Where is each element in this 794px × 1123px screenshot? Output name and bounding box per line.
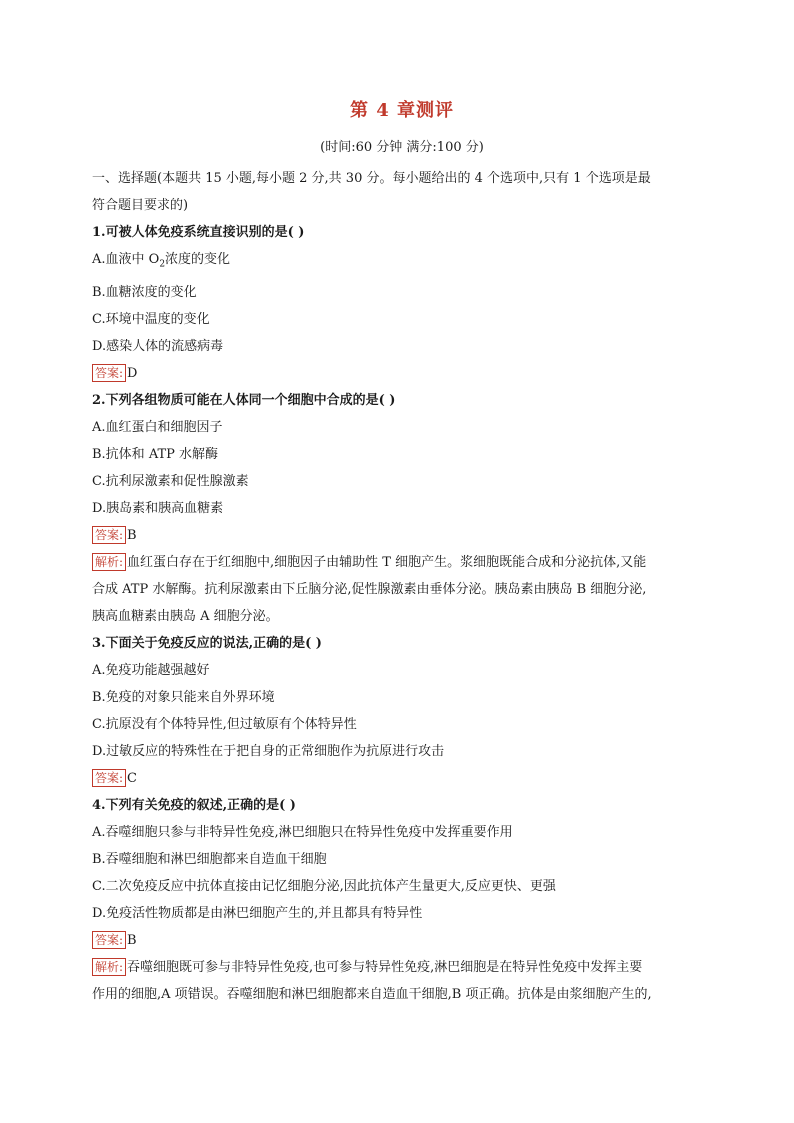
option-a: A.血红蛋白和细胞因子 (92, 419, 223, 435)
analysis-text: 吞噬细胞既可参与非特异性免疫,也可参与特异性免疫,淋巴细胞是在特异性免疫中发挥主要 (127, 959, 643, 975)
analysis (92, 549, 712, 630)
option-c: C.抗原没有个体特异性,但过敏原有个体特异性 (92, 716, 357, 732)
option-d: D.免疫活性物质都是由淋巴细胞产生的,并且都具有特异性 (92, 905, 423, 921)
exam-meta: (时间:60 分钟 满分:100 分) (320, 140, 484, 155)
question-3 (92, 630, 712, 792)
analysis-line: 胰高血糖素由胰岛 A 细胞分泌。 (92, 608, 279, 624)
question-4 (92, 792, 712, 1008)
question-stem: 3.下面关于免疫反应的说法,正确的是( ) (92, 635, 322, 651)
analysis-text: 血红蛋白存在于红细胞中,细胞因子由辅助性 T 细胞产生。浆细胞既能合成和分泌抗体,又能 (127, 554, 647, 570)
answer-value: D (127, 365, 138, 381)
option-d: D.感染人体的流感病毒 (92, 338, 224, 354)
answer-row (92, 360, 712, 387)
question-stem: 2.下列各组物质可能在人体同一个细胞中合成的是( ) (92, 392, 396, 408)
section-heading-line: 一、选择题(本题共 15 小题,每小题 2 分,共 30 分。每小题给出的 4 个选项中,只有 1 个选项是最 (92, 171, 651, 186)
analysis-line: 合成 ATP 水解酶。抗利尿激素由下丘脑分泌,促性腺激素由垂体分泌。胰岛素由胰岛 B 细胞分泌, (92, 581, 647, 597)
question-2 (92, 387, 712, 630)
option-c: C.二次免疫反应中抗体直接由记忆细胞分泌,因此抗体产生量更大,反应更快、更强 (92, 878, 556, 894)
option-a: A.吞噬细胞只参与非特异性免疫,淋巴细胞只在特异性免疫中发挥重要作用 (92, 824, 513, 840)
question-stem: 4.下列有关免疫的叙述,正确的是( ) (92, 797, 296, 813)
subscript: 2 (159, 259, 166, 270)
answer-row (92, 765, 712, 792)
analysis-line: 作用的细胞,A 项错误。吞噬细胞和淋巴细胞都来自造血干细胞,B 项正确。抗体是由浆细胞产生的, (92, 986, 652, 1002)
answer-tag: 答案: (92, 526, 126, 544)
analysis-line (92, 549, 712, 576)
answer-value: B (127, 527, 137, 543)
option-d: D.胰岛素和胰高血糖素 (92, 500, 224, 516)
option-a (92, 246, 712, 279)
answer-tag: 答案: (92, 931, 126, 949)
page-title: 第 4 章测评 (349, 100, 455, 121)
answer-row (92, 927, 712, 954)
option-text-suffix: 浓度的变化 (165, 252, 231, 267)
answer-row (92, 522, 712, 549)
section-heading (92, 165, 712, 219)
answer-tag: 答案: (92, 769, 126, 787)
option-c: C.环境中温度的变化 (92, 311, 210, 327)
answer-value: C (127, 770, 137, 786)
section-heading-line: 符合题目要求的) (92, 198, 189, 213)
option-b: B.血糖浓度的变化 (92, 284, 197, 300)
question-stem: 1.可被人体免疫系统直接识别的是( ) (92, 225, 305, 240)
answer-tag: 答案: (92, 364, 126, 382)
document-page (92, 96, 712, 1008)
analysis (92, 954, 712, 1008)
question-1 (92, 219, 712, 387)
option-b: B.免疫的对象只能来自外界环境 (92, 689, 275, 705)
option-b: B.吞噬细胞和淋巴细胞都来自造血干细胞 (92, 851, 327, 867)
analysis-tag: 解析: (92, 958, 126, 976)
answer-value: B (127, 932, 137, 948)
option-d: D.过敏反应的特殊性在于把自身的正常细胞作为抗原进行攻击 (92, 743, 445, 759)
analysis-tag: 解析: (92, 553, 126, 571)
option-c: C.抗利尿激素和促性腺激素 (92, 473, 249, 489)
option-text: A.血液中 O (92, 252, 160, 267)
option-b: B.抗体和 ATP 水解酶 (92, 446, 219, 462)
analysis-line (92, 954, 712, 981)
option-a: A.免疫功能越强越好 (92, 662, 210, 678)
